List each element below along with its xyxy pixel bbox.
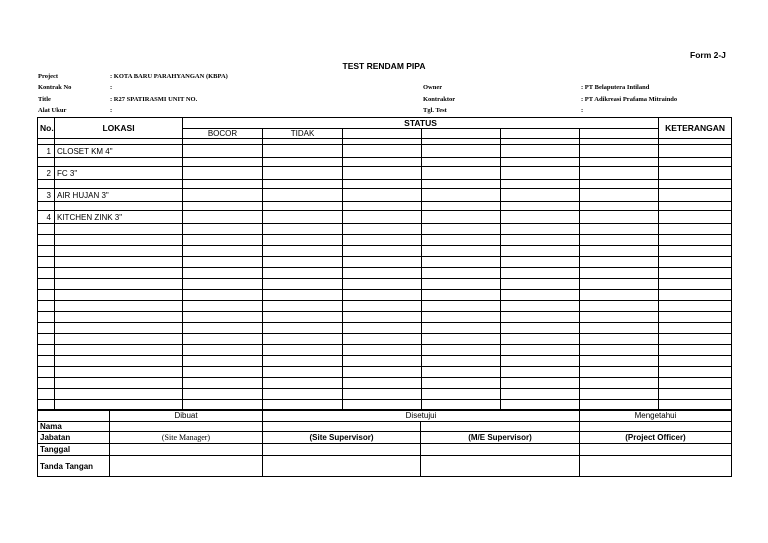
keterangan-cell[interactable]	[659, 246, 732, 257]
status-cell[interactable]	[343, 246, 422, 257]
lokasi-cell[interactable]	[55, 224, 183, 235]
row-number[interactable]	[38, 334, 55, 345]
keterangan-cell[interactable]	[659, 367, 732, 378]
nama-dibuat[interactable]	[110, 422, 263, 432]
status-cell[interactable]	[183, 202, 263, 211]
lokasi-cell[interactable]	[55, 323, 183, 334]
status-cell[interactable]	[501, 312, 580, 323]
lokasi-cell[interactable]: KITCHEN ZINK 3"	[55, 211, 183, 224]
row-number[interactable]	[38, 367, 55, 378]
kontrak-label: Kontrak No	[38, 84, 72, 91]
row-number[interactable]	[38, 389, 55, 400]
status-cell[interactable]	[422, 246, 501, 257]
status-cell[interactable]	[501, 257, 580, 268]
table-row	[38, 257, 732, 268]
table-row	[38, 211, 732, 224]
row-number[interactable]	[38, 180, 55, 189]
status-cell[interactable]	[422, 290, 501, 301]
status-cell[interactable]	[580, 356, 659, 367]
project-label: Project	[38, 73, 59, 80]
status-cell[interactable]	[580, 301, 659, 312]
status-cell[interactable]	[580, 257, 659, 268]
status-cell[interactable]	[580, 189, 659, 202]
status-cell[interactable]	[263, 356, 343, 367]
table-row	[38, 345, 732, 356]
nama-site-supervisor[interactable]	[263, 422, 421, 432]
status-cell[interactable]	[422, 224, 501, 235]
row-number[interactable]	[38, 268, 55, 279]
status-cell[interactable]	[501, 180, 580, 189]
jabatan-project-officer: (Project Officer)	[580, 432, 732, 444]
status-cell[interactable]	[422, 257, 501, 268]
lokasi-cell[interactable]	[55, 257, 183, 268]
lokasi-cell[interactable]	[55, 279, 183, 290]
lokasi-cell[interactable]	[55, 334, 183, 345]
status-cell[interactable]	[183, 180, 263, 189]
keterangan-cell[interactable]	[659, 202, 732, 211]
status-blank-header	[501, 129, 580, 139]
col-status-header: STATUS	[183, 118, 659, 129]
col-no-header: No.	[38, 118, 55, 139]
table-row	[38, 334, 732, 345]
table-row	[38, 312, 732, 323]
keterangan-cell[interactable]	[659, 268, 732, 279]
status-cell[interactable]	[501, 268, 580, 279]
nama-project-officer[interactable]	[580, 422, 732, 432]
row-number[interactable]	[38, 378, 55, 389]
status-cell[interactable]	[343, 189, 422, 202]
row-number[interactable]: 4	[38, 211, 55, 224]
status-cell[interactable]	[343, 312, 422, 323]
status-cell[interactable]	[263, 279, 343, 290]
lokasi-cell[interactable]	[55, 246, 183, 257]
status-cell[interactable]	[263, 211, 343, 224]
tanda-tangan-dibuat[interactable]	[110, 456, 263, 477]
status-cell[interactable]	[263, 389, 343, 400]
status-cell[interactable]	[343, 345, 422, 356]
status-cell[interactable]	[183, 367, 263, 378]
status-cell[interactable]	[580, 246, 659, 257]
status-cell[interactable]	[343, 180, 422, 189]
lokasi-cell[interactable]: AIR HUJAN 3"	[55, 189, 183, 202]
status-cell[interactable]	[422, 211, 501, 224]
status-cell[interactable]	[263, 257, 343, 268]
status-cell[interactable]	[183, 158, 263, 167]
tanda-tangan-site-supervisor[interactable]	[263, 456, 421, 477]
status-cell[interactable]	[343, 356, 422, 367]
status-cell[interactable]	[183, 334, 263, 345]
status-cell[interactable]	[580, 389, 659, 400]
keterangan-cell[interactable]	[659, 356, 732, 367]
status-cell[interactable]	[580, 334, 659, 345]
row-number[interactable]	[38, 290, 55, 301]
table-row	[38, 290, 732, 301]
status-cell[interactable]	[501, 235, 580, 246]
status-cell[interactable]	[263, 235, 343, 246]
keterangan-cell[interactable]	[659, 290, 732, 301]
status-cell[interactable]	[422, 323, 501, 334]
status-cell[interactable]	[343, 235, 422, 246]
row-number[interactable]	[38, 279, 55, 290]
status-cell[interactable]	[501, 345, 580, 356]
status-cell[interactable]	[580, 167, 659, 180]
row-number[interactable]: 1	[38, 145, 55, 158]
status-cell[interactable]	[501, 145, 580, 158]
status-cell[interactable]	[263, 290, 343, 301]
document-title: TEST RENDAM PIPA	[342, 61, 426, 71]
table-row	[38, 389, 732, 400]
status-cell[interactable]	[343, 167, 422, 180]
status-cell[interactable]	[263, 202, 343, 211]
status-cell[interactable]	[422, 180, 501, 189]
status-cell[interactable]	[580, 202, 659, 211]
lokasi-cell[interactable]	[55, 268, 183, 279]
status-cell[interactable]	[343, 389, 422, 400]
table-row	[38, 279, 732, 290]
tanda-tangan-project-officer[interactable]	[580, 456, 732, 477]
status-blank-header	[580, 129, 659, 139]
status-cell[interactable]	[580, 224, 659, 235]
owner-label: Owner	[423, 84, 443, 91]
row-number[interactable]	[38, 158, 55, 167]
status-cell[interactable]	[580, 290, 659, 301]
nama-label: Nama	[38, 422, 110, 432]
owner-value: : PT Belaputera Intiland	[581, 84, 650, 91]
row-number[interactable]	[38, 312, 55, 323]
status-cell[interactable]	[343, 145, 422, 158]
status-cell[interactable]	[501, 378, 580, 389]
row-number[interactable]: 2	[38, 167, 55, 180]
status-blank-header	[422, 129, 501, 139]
lokasi-cell[interactable]	[55, 345, 183, 356]
row-number[interactable]	[38, 202, 55, 211]
tanda-tangan-me-supervisor[interactable]	[421, 456, 580, 477]
status-cell[interactable]	[263, 268, 343, 279]
tanggal-label: Tanggal	[38, 444, 110, 456]
status-blank-header	[343, 129, 422, 139]
keterangan-cell[interactable]	[659, 345, 732, 356]
table-row	[38, 235, 732, 246]
lokasi-cell[interactable]	[55, 356, 183, 367]
row-number[interactable]	[38, 323, 55, 334]
status-cell[interactable]	[343, 279, 422, 290]
status-cell[interactable]	[580, 268, 659, 279]
status-cell[interactable]	[501, 356, 580, 367]
status-cell[interactable]	[501, 323, 580, 334]
alat-ukur-label: Alat Ukur	[38, 107, 67, 114]
dibuat-header: Dibuat	[110, 410, 263, 422]
lokasi-cell[interactable]	[55, 301, 183, 312]
status-cell[interactable]	[343, 378, 422, 389]
jabatan-site-supervisor: (Site Supervisor)	[263, 432, 421, 444]
status-cell[interactable]	[422, 145, 501, 158]
status-cell[interactable]	[422, 312, 501, 323]
status-cell[interactable]	[422, 158, 501, 167]
nama-me-supervisor[interactable]	[421, 422, 580, 432]
status-cell[interactable]	[183, 268, 263, 279]
status-cell[interactable]	[501, 367, 580, 378]
status-cell[interactable]	[580, 145, 659, 158]
table-row	[38, 224, 732, 235]
status-cell[interactable]	[343, 268, 422, 279]
col-tidak-header: TIDAK	[263, 129, 343, 139]
status-cell[interactable]	[183, 224, 263, 235]
tanggal-dibuat[interactable]	[110, 444, 263, 456]
status-cell[interactable]	[183, 235, 263, 246]
status-cell[interactable]	[343, 301, 422, 312]
table-row	[38, 378, 732, 389]
status-cell[interactable]	[263, 180, 343, 189]
jabatan-site-manager: (Site Manager)	[110, 432, 263, 444]
form-code: Form 2-J	[690, 50, 726, 60]
status-cell[interactable]	[422, 235, 501, 246]
lokasi-cell[interactable]	[55, 235, 183, 246]
kontraktor-value: : PT Adikreasi Prafama Mitraindo	[581, 96, 678, 103]
keterangan-cell[interactable]	[659, 145, 732, 158]
table-row	[38, 167, 732, 180]
status-cell[interactable]	[422, 334, 501, 345]
status-cell[interactable]	[263, 158, 343, 167]
status-cell[interactable]	[501, 334, 580, 345]
col-keterangan-header: KETERANGAN	[659, 118, 732, 139]
status-cell[interactable]	[183, 279, 263, 290]
table-row	[38, 202, 732, 211]
status-cell[interactable]	[501, 389, 580, 400]
table-row	[38, 145, 732, 158]
table-row	[38, 180, 732, 189]
status-cell[interactable]	[263, 323, 343, 334]
status-cell[interactable]	[580, 180, 659, 189]
status-cell[interactable]	[422, 189, 501, 202]
alat-ukur-value: :	[110, 107, 113, 114]
status-cell[interactable]	[422, 378, 501, 389]
lokasi-cell[interactable]	[55, 202, 183, 211]
keterangan-cell[interactable]	[659, 323, 732, 334]
status-cell[interactable]	[263, 312, 343, 323]
tanda-tangan-label: Tanda Tangan	[38, 456, 110, 477]
status-cell[interactable]	[183, 189, 263, 202]
kontrak-value: :	[110, 84, 113, 91]
status-cell[interactable]	[263, 189, 343, 202]
keterangan-cell[interactable]	[659, 389, 732, 400]
status-cell[interactable]	[343, 224, 422, 235]
status-cell[interactable]	[343, 323, 422, 334]
row-number[interactable]	[38, 301, 55, 312]
keterangan-cell[interactable]	[659, 378, 732, 389]
lokasi-cell[interactable]: CLOSET KM 4"	[55, 145, 183, 158]
lokasi-cell[interactable]	[55, 367, 183, 378]
keterangan-cell[interactable]	[659, 279, 732, 290]
table-row	[38, 158, 732, 167]
status-cell[interactable]	[183, 345, 263, 356]
tanggal-project-officer[interactable]	[580, 444, 732, 456]
keterangan-cell[interactable]	[659, 180, 732, 189]
status-cell[interactable]	[422, 268, 501, 279]
tanggal-me-supervisor[interactable]	[421, 444, 580, 456]
status-cell[interactable]	[580, 312, 659, 323]
status-cell[interactable]	[580, 279, 659, 290]
status-cell[interactable]	[501, 167, 580, 180]
lokasi-cell[interactable]	[55, 290, 183, 301]
status-cell[interactable]	[580, 345, 659, 356]
lokasi-cell[interactable]	[55, 158, 183, 167]
status-cell[interactable]	[183, 301, 263, 312]
status-cell[interactable]	[501, 224, 580, 235]
status-cell[interactable]	[422, 356, 501, 367]
status-cell[interactable]	[183, 290, 263, 301]
lokasi-cell[interactable]: FC 3"	[55, 167, 183, 180]
status-cell[interactable]	[580, 378, 659, 389]
status-cell[interactable]	[422, 389, 501, 400]
status-cell[interactable]	[422, 202, 501, 211]
lokasi-cell[interactable]	[55, 312, 183, 323]
table-row	[38, 356, 732, 367]
table-row	[38, 323, 732, 334]
status-cell[interactable]	[580, 367, 659, 378]
status-cell[interactable]	[580, 158, 659, 167]
status-cell[interactable]	[580, 323, 659, 334]
row-number[interactable]	[38, 235, 55, 246]
table-row	[38, 246, 732, 257]
keterangan-cell[interactable]	[659, 334, 732, 345]
tgl-test-value: :	[581, 107, 584, 114]
status-cell[interactable]	[501, 290, 580, 301]
status-cell[interactable]	[343, 367, 422, 378]
jabatan-label: Jabatan	[38, 432, 110, 444]
status-cell[interactable]	[183, 323, 263, 334]
tanggal-site-supervisor[interactable]	[263, 444, 421, 456]
title-label: Title	[38, 96, 51, 103]
status-cell[interactable]	[580, 235, 659, 246]
row-number[interactable]: 3	[38, 189, 55, 202]
status-cell[interactable]	[263, 367, 343, 378]
status-cell[interactable]	[183, 389, 263, 400]
status-cell[interactable]	[422, 301, 501, 312]
lokasi-cell[interactable]	[55, 389, 183, 400]
jabatan-me-supervisor: (M/E Supervisor)	[421, 432, 580, 444]
status-cell[interactable]	[501, 301, 580, 312]
keterangan-cell[interactable]	[659, 224, 732, 235]
row-number[interactable]	[38, 224, 55, 235]
status-cell[interactable]	[263, 378, 343, 389]
table-row	[38, 301, 732, 312]
row-number[interactable]	[38, 246, 55, 257]
disetujui-header: Disetujui	[263, 410, 580, 422]
status-cell[interactable]	[183, 167, 263, 180]
status-cell[interactable]	[183, 211, 263, 224]
status-cell[interactable]	[422, 167, 501, 180]
status-cell[interactable]	[501, 246, 580, 257]
keterangan-cell[interactable]	[659, 301, 732, 312]
status-cell[interactable]	[183, 246, 263, 257]
status-cell[interactable]	[422, 279, 501, 290]
project-value: : KOTA BARU PARAHYANGAN (KBPA)	[110, 73, 228, 80]
lokasi-cell[interactable]	[55, 378, 183, 389]
keterangan-cell[interactable]	[659, 189, 732, 202]
test-table	[37, 117, 732, 411]
status-cell[interactable]	[263, 145, 343, 158]
status-cell[interactable]	[501, 189, 580, 202]
status-cell[interactable]	[183, 378, 263, 389]
kontraktor-label: Kontraktor	[423, 96, 456, 103]
tgl-test-label: Tgl. Test	[423, 107, 447, 114]
table-row	[38, 268, 732, 279]
status-cell[interactable]	[501, 211, 580, 224]
row-number[interactable]	[38, 345, 55, 356]
status-cell[interactable]	[343, 211, 422, 224]
status-cell[interactable]	[343, 290, 422, 301]
status-cell[interactable]	[183, 257, 263, 268]
table-row	[38, 189, 732, 202]
status-cell[interactable]	[422, 367, 501, 378]
status-cell[interactable]	[501, 202, 580, 211]
status-cell[interactable]	[422, 345, 501, 356]
status-cell[interactable]	[263, 167, 343, 180]
col-bocor-header: BOCOR	[183, 129, 263, 139]
status-cell[interactable]	[343, 257, 422, 268]
keterangan-cell[interactable]	[659, 158, 732, 167]
status-cell[interactable]	[263, 246, 343, 257]
status-cell[interactable]	[263, 345, 343, 356]
status-cell[interactable]	[183, 312, 263, 323]
keterangan-cell[interactable]	[659, 235, 732, 246]
title-value: : R27 SPATIRASMI UNIT NO.	[110, 96, 198, 103]
status-cell[interactable]	[263, 224, 343, 235]
signoff-corner	[38, 410, 110, 422]
row-number[interactable]	[38, 356, 55, 367]
table-row	[38, 367, 732, 378]
status-cell[interactable]	[183, 145, 263, 158]
mengetahui-header: Mengetahui	[580, 410, 732, 422]
keterangan-cell[interactable]	[659, 211, 732, 224]
status-cell[interactable]	[263, 301, 343, 312]
keterangan-cell[interactable]	[659, 167, 732, 180]
status-cell[interactable]	[343, 202, 422, 211]
status-cell[interactable]	[343, 334, 422, 345]
keterangan-cell[interactable]	[659, 257, 732, 268]
status-cell[interactable]	[343, 158, 422, 167]
col-lokasi-header: LOKASI	[55, 118, 183, 139]
status-cell[interactable]	[501, 279, 580, 290]
status-cell[interactable]	[501, 158, 580, 167]
lokasi-cell[interactable]	[55, 180, 183, 189]
keterangan-cell[interactable]	[659, 312, 732, 323]
status-cell[interactable]	[183, 356, 263, 367]
status-cell[interactable]	[263, 334, 343, 345]
status-cell[interactable]	[580, 211, 659, 224]
row-number[interactable]	[38, 257, 55, 268]
signoff-table	[37, 409, 732, 477]
